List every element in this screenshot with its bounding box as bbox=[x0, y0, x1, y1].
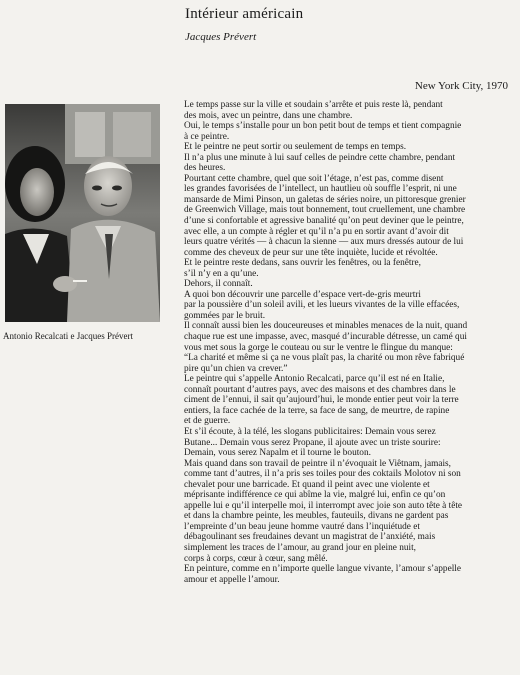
text-line: ciment de l’ennui, il sait qu’aujourd’hui, le monde entier peut voir la terre bbox=[184, 395, 459, 406]
text-line: Butane... Demain vous serez Propane, il ajoute avec un triste sourire: bbox=[184, 437, 441, 448]
text-line: s’il n’y en a qu’une. bbox=[184, 268, 259, 279]
text-line: méprisante indifférence ce qui abîme la vie, malgré lui, enfin ce qu’on bbox=[184, 490, 446, 501]
text-line: débagoulinant ses freudaines devant un magistrat de l’anxiété, mais bbox=[184, 532, 436, 543]
text-line: d’une si confortable et agressive banalité qu’on peut deviner que le peintre, bbox=[184, 216, 464, 227]
body-text bbox=[184, 100, 516, 585]
text-line: comme tant d’autres, il n’a pris ses toiles pour des coktails Molotov ni son bbox=[184, 469, 461, 480]
dateline: New York City, 1970 bbox=[414, 80, 508, 92]
text-line: leurs quatre vérités — à chacun la sienne — aux murs dressés autour de lui bbox=[184, 237, 464, 248]
text-line: simplement les traces de l’amour, au grand jour en pleine nuit, bbox=[184, 542, 416, 553]
text-line: mansarde de Mimi Pinson, un galetas de séries noire, un pittoresque grenier bbox=[184, 194, 466, 205]
text-line: Demain, vous serez Napalm et il tourne le bouton. bbox=[184, 448, 371, 459]
text-line: “La charité et même si ça ne vous plaît pas, la charité ou mon rêve fabriqué bbox=[184, 353, 465, 364]
text-line: Et le peintre ne peut sortir ou seulement de temps en temps. bbox=[184, 142, 407, 153]
text-line: gommées par le bruit. bbox=[184, 310, 266, 321]
text-line: Et s’il écoute, à la télé, les slogans publicitaires: Demain vous serez bbox=[184, 426, 436, 437]
text-line: Le temps passe sur la ville et soudain s’arrête et puis reste là, pendant bbox=[184, 100, 443, 110]
text-line: Dehors, il connaît. bbox=[184, 279, 253, 290]
photo-caption: Antonio Recalcati e Jacques Prévert bbox=[3, 331, 133, 341]
text-line: l’empreinte d’un beau jeune homme vautré dans l’inquiétude et bbox=[184, 521, 420, 532]
text-line: pire qu’un chien va crever.” bbox=[184, 363, 288, 374]
text-line: avec elle, a un compte à régler et qu’il n’a pu en sortir avant d’avoir dit bbox=[184, 226, 449, 237]
text-line: des heures. bbox=[184, 163, 226, 174]
text-line: En peinture, comme en n’importe quelle langue vivante, l’amour s’appelle bbox=[184, 564, 461, 575]
text-line: A quoi bon découvrir une parcelle d’espace vert-de-gris meurtri bbox=[184, 289, 421, 300]
author-name: Jacques Prévert bbox=[185, 31, 257, 43]
text-line: Il n’a plus une minute à lui sauf celles de peindre cette chambre, pendant bbox=[184, 152, 456, 163]
text-line: chaque rue est une impasse, avec, masqué d’incurable détresse, un camé qui bbox=[184, 332, 467, 343]
text-line: chevalet pour une barricade. Et quand il peint avec une violente et bbox=[184, 479, 430, 490]
portrait-photo bbox=[5, 104, 160, 322]
text-line: corps à corps, cœur à cœur, sang mêlé. bbox=[184, 553, 328, 564]
text-line: et de guerre. bbox=[184, 416, 231, 427]
text-line: Et le peintre reste dedans, sans ouvrir les fenêtres, ou la fenêtre, bbox=[184, 258, 421, 269]
text-line: Le peintre qui s’appelle Antonio Recalcati, parce qu’il est né en Italie, bbox=[184, 374, 445, 385]
text-line: par la poussière d’un soleil avili, et les lueurs vivantes de la ville effacées, bbox=[184, 300, 460, 311]
text-line: Il connaît aussi bien les douceureuses et minables menaces de la nuit, quand bbox=[184, 321, 468, 332]
text-line: Mais quand dans son travail de peintre il n’évoquait le Viêtnam, jamais, bbox=[184, 458, 452, 469]
text-line: vous met sous la gorge le couteau ou sur le ventre le flingue du manque: bbox=[184, 342, 453, 353]
text-line: connaît pourtant d’autres pays, avec des maisons et des chambres dans le bbox=[184, 384, 456, 395]
text-line: amour et appelle l’amour. bbox=[184, 574, 280, 585]
poem-title: Intérieur américain bbox=[185, 6, 304, 22]
text-line: les grandes favorisées de l’intellect, un hautlieu où souffle l’esprit, ni une bbox=[184, 184, 457, 195]
text-line: appelle lui e qu’il interpelle moi, il interrompt avec joie son auto tête à tête bbox=[184, 500, 463, 511]
text-line: de Greenwich Village, mais tout bonnement, tout cruellement, une chambre bbox=[184, 205, 466, 216]
text-line: et dans la chambre peinte, les meubles, fauteuils, divans ne gardent pas bbox=[184, 511, 449, 522]
text-line: comme des cheveux de peur sur une tête inquiète, lucide et révoltée. bbox=[184, 247, 438, 258]
text-line: Oui, le temps s’installe pour un bon petit bout de temps et tient compagnie bbox=[184, 121, 462, 132]
text-line: Pourtant cette chambre, quel que soit l’étage, n’est pas, comme disent bbox=[184, 173, 444, 184]
text-line: des mois, avec un peintre, dans une chambre. bbox=[184, 110, 353, 121]
text-line: entiers, la face cachée de la terre, sa face de sang, de meurtre, de rapine bbox=[184, 405, 450, 416]
portrait-photo-image bbox=[5, 104, 160, 322]
text-line: à ce peintre. bbox=[184, 131, 230, 142]
